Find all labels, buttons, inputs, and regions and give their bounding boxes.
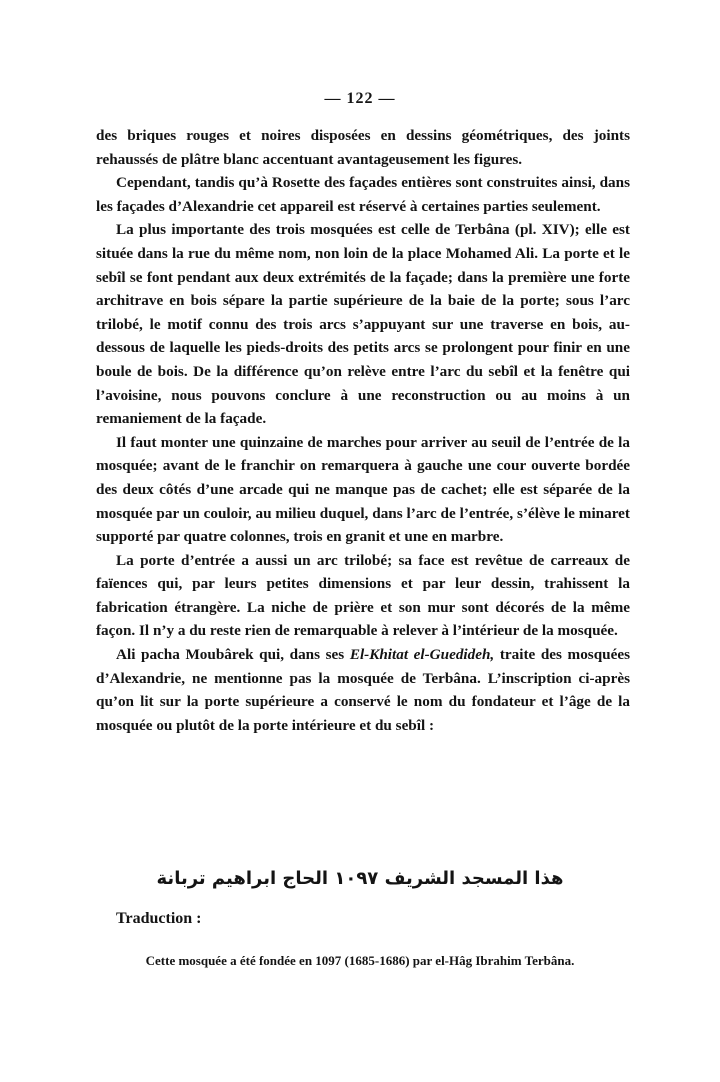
translation-label: Traduction : xyxy=(116,910,202,927)
paragraph-rosette: Cependant, tandis qu’à Rosette des façades entières sont construites ainsi, dans les façades d’Alexandrie cet appareil est réservé à certaines parties seulement. xyxy=(96,174,630,215)
ali-pacha-text-end: traite des mosquées d’Alexandrie, ne mentionne pas la mosquée de Terbâna. L’inscription ci-après qu’on lit sur la porte supérieure a conservé le nom du fondateur et l’âge de la mosquée ou plutôt de la porte intérieure et du sebîl : xyxy=(96,646,631,734)
paragraph-entrance: Il faut monter une quinzaine de marches pour arriver au seuil de l’entrée de la mosquée; avant de le franchir on remarquera à gauche une cour ouverte bordée des deux côtés d’une arcade qui ne manque pas de cachet; elle est séparée de la mosquée par un couloir, au milieu duquel, dans l’arc de l’entrée, s’élève le minaret supporté par quatre colonnes, trois en granit et une en marbre. xyxy=(96,433,630,546)
paragraph-terbana: La plus importante des trois mosquées est celle de Terbâna (pl. XIV); elle est située dans la rue du même nom, non loin de la place Mohamed Ali. La porte et le sebîl se font pendant aux deux extrémités de la façade; dans la première une forte architrave en bois sépare la partie supérieure de la baie de la porte; sous l’arc trilobé, le motif connu des trois arcs s’appuyant sur une traverse en bois, au-dessous de laquelle les pieds-droits des petits arcs se prolongent pour finir en une boule de bois. De la différence qu’on relève entre l’arc du sebîl et la fenêtre qui l’avoisine, nous pouvons conclure à une reconstruction ou au moins à un remaniement de la façade. xyxy=(96,221,630,428)
paragraph-door: La porte d’entrée a aussi un arc trilobé; sa face est revêtue de carreaux de faïences qui, par leurs petites dimensions et par leur dessin, trahissent la fabrication étrangère. La niche de prière et son mur sont décorés de la même façon. Il n’y a du reste rien de remarquable à relever à l’intérieur de la mosquée. xyxy=(96,551,630,640)
body-text xyxy=(96,124,630,737)
ali-pacha-text-start: Ali pacha Moubârek qui, dans ses xyxy=(116,646,350,664)
page-number: — 122 — xyxy=(324,90,396,107)
book-title: El-Khitat el-Guedideh, xyxy=(349,646,495,664)
translation-text: Cette mosquée a été fondée en 1097 (1685-1686) par el-Hâg Ibrahim Terbâna. xyxy=(145,953,575,968)
arabic-inscription: هذا المسجد الشريف ١٠٩٧ الحاج ابراهيم تربانة xyxy=(156,868,564,889)
paragraph-continued: des briques rouges et noires disposées en dessins géométriques, des joints rehaussés de plâtre blanc accentuant avantageusement les figures. xyxy=(96,127,630,168)
paragraph-ali-pacha xyxy=(96,643,630,737)
